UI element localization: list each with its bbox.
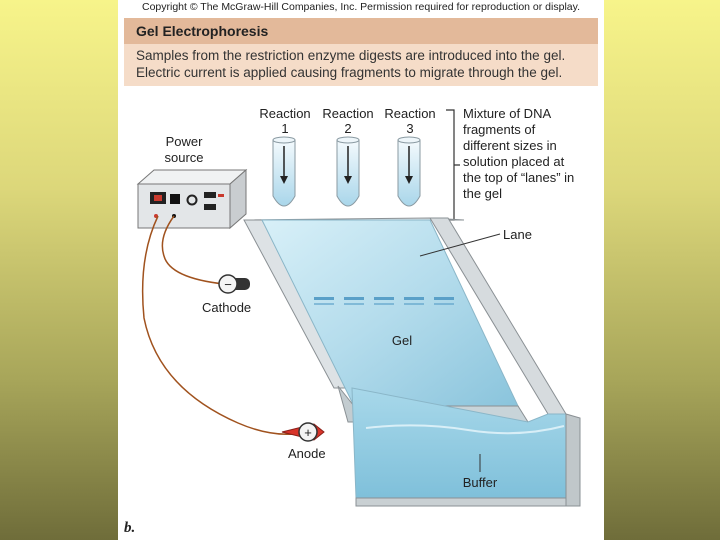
anode-symbol: + [304,425,312,440]
mixture-label-3: different sizes in [463,138,557,153]
reaction-3-number: 3 [406,121,414,136]
anode-label: Anode [288,446,326,461]
mixture-label-2: fragments of [463,122,536,137]
buffer-label: Buffer [462,475,498,490]
mixture-label-6: the gel [463,186,503,201]
reaction-2-number: 2 [344,121,352,136]
cathode-symbol: − [224,277,232,292]
figure-panel [118,0,604,540]
gel-tray [244,218,580,506]
reaction-1-label: Reaction [259,106,311,121]
mixture-label-1: Mixture of DNA [463,106,552,121]
anode-electrode [282,423,324,441]
caption-line-1: Samples from the restriction enzyme digests are introduced into the gel. [136,48,566,63]
caption-line-2: Electric current is applied causing fragments to migrate through the gel. [136,65,563,80]
figure-label: b. [124,520,136,536]
power-source-box [138,170,246,228]
mixture-label-4: solution placed at [463,154,565,169]
reaction-tube-1 [273,137,295,206]
lane-label: Lane [503,227,532,242]
reaction-1-number: 1 [281,121,289,136]
reaction-tube-3 [398,137,420,206]
copyright-notice: Copyright © The McGraw-Hill Companies, Inc. Permission required for reproduction or display. [141,1,581,13]
reaction-2-label: Reaction [322,106,374,121]
mixture-label-5: the top of “lanes” in [463,170,575,185]
reaction-tube-2 [337,137,359,206]
mixture-bracket [446,110,460,220]
cathode-label: Cathode [202,300,252,315]
reaction-3-label: Reaction [384,106,436,121]
power-source-label-1: Power [165,134,203,149]
electrophoresis-diagram [118,88,604,520]
power-source-label-2: source [164,150,204,165]
caption-box [124,18,598,86]
caption-title: Gel Electrophoresis [124,18,598,44]
gel-label: Gel [391,333,413,348]
